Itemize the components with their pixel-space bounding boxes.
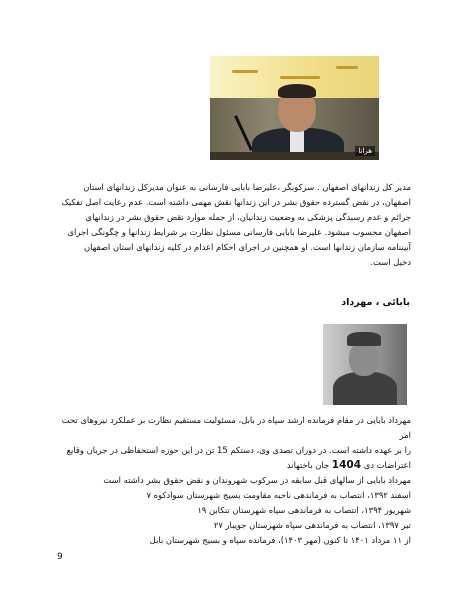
text-line: تیر ۱۳۹۷، انتصاب به فرماندهی سپاه شهرستان جویبار ۲۷ xyxy=(213,520,411,530)
text-line: مدیر کل زندانهای اصفهان . سرکوبگر ،علیرضا بابایی فارسانی به عنوان مدیرکل زندانهای استان xyxy=(83,182,411,192)
text-line: اصفهان، در نقض گسترده حقوق بشر در این زندانها نقش مهمی داشته است. عدم رعایت اصل تفکیک xyxy=(61,197,411,207)
text-line: دخیل است. xyxy=(370,257,411,267)
text-line: از ۱۱ مرداد ۱۴۰۱ تا کنون (مهر ۱۴۰۳)، فرمانده سپاه و بسیج شهرستان بابل xyxy=(149,535,411,545)
text-line: مهرداد بابایی در مقام فرمانده ارشد سپاه در بابل، مسئولیت مستقیم نظارت بر عملکرد نیروهای تحت امر xyxy=(61,415,411,440)
text-line: آییننامه سازمان زندانها است. او همچنین در اجرای احکام اعدام در کلیه زندانهای استان اصفهان xyxy=(83,242,411,252)
emphasized-number: 1404 xyxy=(331,459,362,471)
photo-watermark: هرانا xyxy=(355,146,375,156)
text-line: را بر عهده داشته است. در دوران تصدی وی، دستکم 15 تن در این حوزه استحفاظی در جریان وقایع xyxy=(66,445,411,455)
text-line: اصفهان محسوب میشود. علیرضا بابایی فارسانی مسئول نظارت بر شرایط زندانها و چگونگی اجرای xyxy=(67,227,411,237)
text-line: اسفند ۱۳۹۲، انتصاب به فرماندهی ناحیه مقاومت بسیج شهرستان سوادکوه ۷ xyxy=(146,490,411,500)
text-line: مهرداد بابایی از سالهای قبل سابقه در سرکوب شهروندان و نقض حقوق بشر داشته است xyxy=(103,475,411,485)
text-line: شهریور ۱۳۹۴، انتصاب به فرماندهی سپاه شهرستان تنکابن ۱۹ xyxy=(197,505,411,515)
page-number: 9 xyxy=(57,552,63,562)
text-line: جرائم و عدم رسیدگی پزشکی به وضعیت زندانیان، از جمله موارد نقض حقوق بشر در زندانهای xyxy=(85,212,411,222)
text-fragment: جان باختهاند xyxy=(286,460,330,470)
military-portrait-photo xyxy=(323,324,407,405)
paragraph-mehrdad-babaei xyxy=(56,413,411,548)
paragraph-babaei-farsani xyxy=(56,180,411,270)
text-fragment: اعتراضات دی xyxy=(363,460,411,470)
official-portrait-photo xyxy=(210,56,379,160)
section-heading: بابائی ، مهرداد xyxy=(341,297,410,308)
text-line xyxy=(56,458,411,473)
